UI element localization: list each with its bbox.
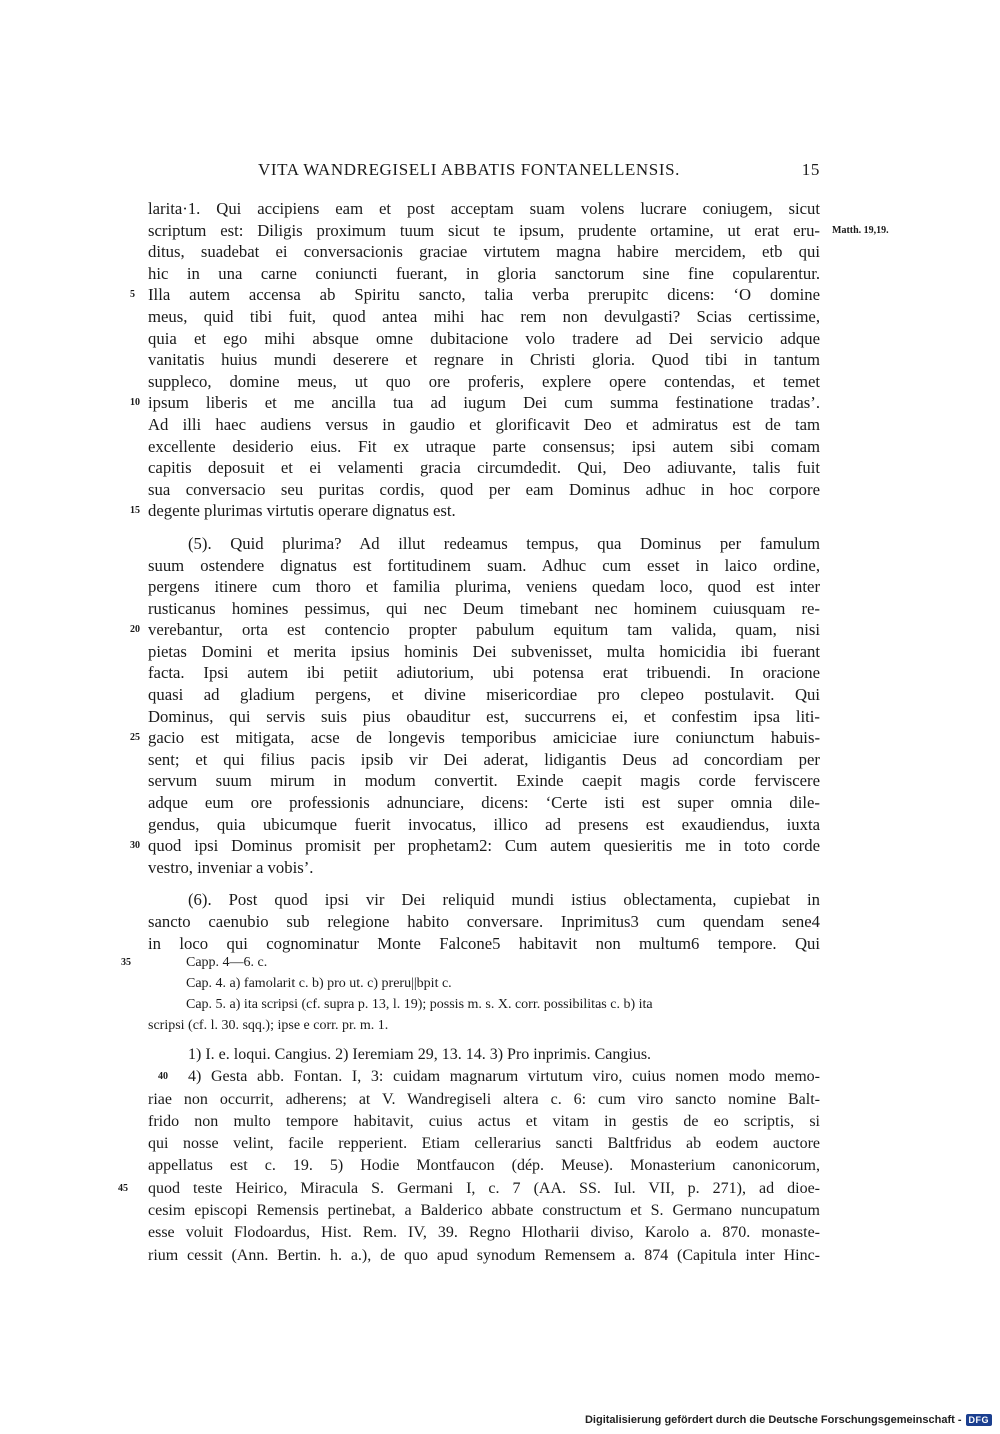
- text-line: [130, 835, 820, 857]
- text-line: [148, 933, 820, 955]
- digitization-credit: [585, 1414, 992, 1426]
- line-text: quod ipsi Dominus promisit per prophetam2: Cum autem quesieritis me in toto corde: [148, 836, 820, 856]
- line-text: larita·1. Qui accipiens eam et post acceptam suam volens lucrare coniugem, sicut: [148, 199, 820, 218]
- dfg-logo: DFG: [966, 1414, 993, 1426]
- text-line: [148, 706, 820, 728]
- line-text: vanitatis huius mundi deserere et regnare in Christi gloria. Quod tibi in tantum: [148, 350, 820, 370]
- text-line: [130, 392, 820, 414]
- footnote-text: frido non multo tempore habitavit, cuius actus et vitam in gestis de eo scriptis, si: [148, 1112, 820, 1130]
- footnote-line: [148, 1066, 820, 1088]
- line-text: sancto caenubio sub relegione habito conversare. Inprimitus3 cum quendam sene4: [148, 912, 820, 931]
- text-line: [148, 263, 820, 285]
- line-text: ditus, suadebat ei conversacionis graciae virtutem magna habire mercidem, etb qui: [148, 242, 820, 262]
- paragraph-gap: [148, 522, 820, 533]
- line-text: excellente desiderio eius. Fit ex utraque parte consensus; ipsi autem sibi comam: [148, 436, 820, 456]
- line-text: sua conversacio seu puritas cordis, quod per eam Dominus adhuc in hoc corpore: [148, 479, 820, 499]
- line-text: (6). Post quod ipsi vir Dei reliquid mundi istius oblectamenta, cupiebat in: [188, 890, 820, 910]
- line-number: 40: [158, 1071, 168, 1083]
- footnote-line: [148, 1245, 820, 1267]
- text-line: [130, 500, 820, 522]
- page-number: 15: [801, 160, 820, 179]
- apparatus-text: Cap. 5. a) ita scripsi (cf. supra p. 13, l. 19); possis m. s. X. corr. possibilitas c. b) ita: [186, 997, 653, 1012]
- text-line: [148, 641, 820, 663]
- text-line: [148, 328, 820, 350]
- line-number: 30: [130, 840, 140, 852]
- footnote-line: [148, 1133, 820, 1155]
- text-line: [148, 857, 820, 879]
- text-line: [148, 684, 820, 706]
- line-text: Ad illi haec audiens versus in gaudio et glorificavit Deo et admiratus est de tam: [148, 414, 820, 434]
- line-number: 15: [130, 505, 140, 517]
- text-line: [148, 770, 820, 792]
- line-text: pergens itinere cum thoro et familia plurima, veniens quedam loco, quod est inter: [148, 577, 820, 597]
- text-line: [130, 619, 820, 641]
- line-text: gendus, quia ubicumque fuerit invocatus, illico ad presens est exaudiendus, iuxta: [148, 814, 820, 834]
- apparatus-line: [148, 1015, 820, 1036]
- running-header: [148, 160, 820, 184]
- line-number: 20: [130, 624, 140, 636]
- footnote-text: appellatus est c. 19. 5) Hodie Montfaucon (dép. Meuse). Monasterium canonicorum,: [148, 1157, 820, 1175]
- line-text: sent; et qui filius pacis ipsib vir Dei aderat, lidigantis Deus ad concordiam per: [148, 749, 820, 769]
- apparatus-text: Capp. 4—6. c.: [186, 955, 268, 970]
- footnote-line: [148, 1222, 820, 1244]
- text-line: [148, 662, 820, 684]
- text-line: [130, 727, 820, 749]
- text-line: [148, 198, 820, 220]
- text-line: [148, 814, 820, 836]
- critical-apparatus: [121, 952, 820, 1036]
- footnote-text: riae non occurrit, adherens; at V. Wandregiseli altera c. 6: cum viro sancto nomine Balt-: [148, 1090, 820, 1108]
- line-text: gacio est mitigata, acse de longevis temporibus amiciciae iure coniunctum habuis-: [148, 728, 820, 748]
- footnote-text: rium cessit (Ann. Bertin. h. a.), de quo apud synodum Remensem a. 874 (Capitula inter Hinc-: [148, 1246, 820, 1264]
- line-number: 10: [130, 397, 140, 409]
- footnote-line: [148, 1155, 820, 1177]
- text-line: [148, 457, 820, 479]
- apparatus-line: [148, 994, 820, 1015]
- footnote-text: qui nosse velint, facile repperient. Etiam cellerarius sancti Baltfridus ab eodem auctore: [148, 1135, 820, 1153]
- line-text: facta. Ipsi autem ibi petiit adiutorium, ubi potensa erat tribuendi. In oracione: [148, 663, 820, 683]
- footnotes: [118, 1044, 820, 1267]
- text-line: [148, 220, 889, 242]
- line-number: 25: [130, 732, 140, 744]
- line-text: Dominus, qui servis suis pius obauditur est, succurrens ei, et confestim ipsa liti-: [148, 706, 820, 726]
- line-text: vestro, inveniar a vobis’.: [148, 857, 314, 877]
- line-text: capitis deposuit et ei velamenti gracia circumdedit. Qui, Deo adiuvante, talis fuit: [148, 458, 820, 478]
- footnote-line: [148, 1111, 820, 1133]
- line-number: 5: [130, 289, 135, 301]
- text-line: [148, 749, 820, 771]
- line-text: hic in una carne coniuncti fuerant, in gloria sanctorum sine fine copularentur.: [148, 263, 820, 283]
- footnote-line: [148, 1200, 820, 1222]
- marginal-reference: Matth. 19,19.: [832, 224, 889, 236]
- footnote-text: quod teste Heirico, Miracula S. Germani I, c. 7 (AA. SS. Iul. VII, p. 271), ad dioe-: [148, 1179, 820, 1197]
- footnote-text: 1) I. e. loqui. Cangius. 2) Ieremiam 29, 13. 14. 3) Pro inprimis. Cangius.: [188, 1046, 652, 1063]
- text-line: [148, 889, 820, 911]
- line-text: scriptum est: Diligis proximum tuum sicut te ipsum, prudente ortamine, ut erat eru-: [148, 220, 820, 240]
- line-number: 45: [118, 1182, 128, 1194]
- text-line: [148, 576, 820, 598]
- footnote-text: cesim episcopi Remensis pertinebat, a Balderico abbate constructum et S. Germano nuncupatum: [148, 1202, 820, 1220]
- text-line: [130, 284, 820, 306]
- footnote-line: [148, 1044, 820, 1066]
- line-text: servum suum mirum in modum convertit. Exinde caepit magis corde ferviscere: [148, 771, 820, 791]
- main-text: [130, 198, 889, 954]
- apparatus-line: [121, 952, 820, 973]
- line-text: ipsum liberis et me ancilla tua ad iugum Dei cum summa festinatione tradas’.: [148, 393, 820, 413]
- digitization-text: Digitalisierung gefördert durch die Deutsche Forschungsgemeinschaft -: [584, 1414, 962, 1426]
- text-line: [148, 792, 820, 814]
- footnote-line: [118, 1178, 820, 1200]
- line-text: verebantur, orta est contencio propter pabulum equitum tam valida, quam, nisi: [148, 620, 820, 640]
- line-text: quasi ad gladium pergens, et divine misericordiae pro clepeo postulavit. Qui: [148, 685, 820, 705]
- text-line: [148, 306, 820, 328]
- text-line: [148, 479, 820, 501]
- line-text: suum ostendere dignatus est fortitudinem suam. Adhuc cum esset in laico ordine,: [148, 555, 820, 575]
- text-line: [148, 555, 820, 577]
- apparatus-text: scripsi (cf. l. 30. sqq.); ipse e corr. pr. m. 1.: [148, 1018, 389, 1033]
- text-line: [148, 911, 820, 933]
- line-text: (5). Quid plurima? Ad illut redeamus tempus, qua Dominus per famulum: [188, 533, 820, 553]
- paragraph-gap: [148, 878, 820, 889]
- text-line: [148, 533, 820, 555]
- line-text: degente plurimas virtutis operare dignatus est.: [148, 501, 456, 521]
- apparatus-line: [148, 973, 820, 994]
- text-line: [148, 436, 820, 458]
- line-text: meus, quid tibi fuit, quod antea mihi hac rem non devulgasti? Scias certissime,: [148, 306, 820, 326]
- text-line: [148, 371, 820, 393]
- line-text: Illa autem accensa ab Spiritu sancto, talia verba prerupitc dicens: ‘O domine: [148, 285, 820, 305]
- footnote-text: esse voluit Flodoardus, Hist. Rem. IV, 39. Regno Hlotharii diviso, Karolo a. 870. monaste-: [148, 1224, 820, 1242]
- footnote-line: [148, 1089, 820, 1111]
- line-number: 35: [121, 957, 131, 968]
- line-text: quia et ego mihi absque omne dubitacione volo tradere ad Dei servicio adque: [148, 328, 820, 348]
- line-text: rusticanus homines pessimus, qui nec Deum timebant nec hominem cuiusquam re-: [148, 598, 820, 618]
- line-text: adque eum ore professionis adnunciare, dicens: ‘Certe isti est super omnia dile-: [148, 793, 820, 813]
- text-line: [148, 414, 820, 436]
- text-line: [148, 349, 820, 371]
- text-line: [148, 598, 820, 620]
- text-line: [148, 241, 820, 263]
- line-text: in loco qui cognominatur Monte Falcone5 habitavit non multum6 tempore. Qui: [148, 933, 820, 953]
- apparatus-text: Cap. 4. a) famolarit c. b) pro ut. c) preru||bpit c.: [186, 976, 452, 991]
- line-text: suppleco, domine meus, ut quo ore proferis, explere opere contendas, et temet: [148, 371, 820, 391]
- running-title: VITA WANDREGISELI ABBATIS FONTANELLENSIS.: [258, 160, 681, 179]
- line-text: pietas Domini et merita ipsius hominis Dei subvenisset, multa homicidia ibi fuerant: [148, 641, 820, 661]
- footnote-text: 4) Gesta abb. Fontan. I, 3: cuidam magnarum virtutum viro, cuius nomen modo memo-: [188, 1068, 820, 1086]
